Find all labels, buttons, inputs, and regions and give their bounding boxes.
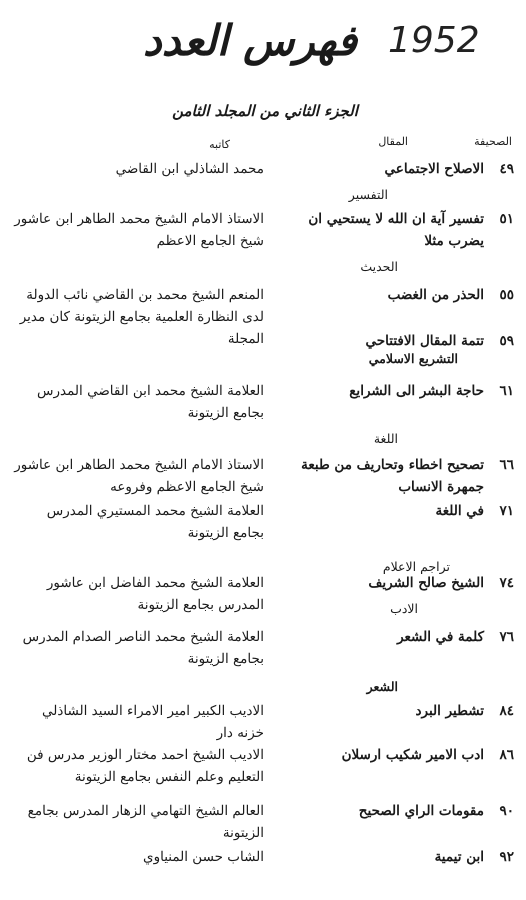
article-author: العلامة الشيخ محمد الناصر الصدام المدرس بجامع الزيتونة bbox=[22, 629, 264, 667]
article-title: في اللغة bbox=[435, 503, 484, 519]
section-heading: تراجم الاعلام bbox=[382, 559, 450, 574]
page-number: ٧٦ bbox=[499, 629, 514, 645]
article-title: تفسير آية ان الله لا يستحيي ان يضرب مثلا bbox=[308, 211, 484, 249]
page-number: ٩٢ bbox=[499, 849, 514, 865]
section-heading: التفسير bbox=[348, 187, 388, 202]
article-author: محمد الشاذلي ابن القاضي bbox=[115, 161, 264, 177]
page-number: ٤٩ bbox=[499, 161, 514, 177]
page-number: ٨٦ bbox=[499, 747, 514, 763]
article-author: الاديب الشيخ احمد مختار الوزير مدرس فن التعليم وعلم النفس بجامع الزيتونة bbox=[26, 747, 264, 785]
section-heading: اللغة bbox=[373, 431, 398, 446]
handwritten-year: 1952 bbox=[388, 20, 480, 61]
page-number: ٨٤ bbox=[499, 703, 514, 719]
article-title: الحذر من الغضب bbox=[387, 287, 484, 303]
article-title: الشيخ صالح الشريف bbox=[368, 575, 484, 591]
section-heading: الشعر bbox=[366, 679, 398, 694]
article-author: الاستاذ الامام الشيخ محمد الطاهر ابن عاشور شيخ الجامع الاعظم وفروعه bbox=[14, 457, 264, 495]
article-author: المنعم الشيخ محمد بن القاضي نائب الدولة لدى النظارة العلمية بجامع الزيتونة كان مدير المجلة bbox=[19, 287, 264, 347]
article-title: مقومات الراي الصحيح bbox=[358, 803, 484, 819]
section-heading: الحديث bbox=[360, 259, 398, 274]
article-title: حاجة البشر الى الشرايع bbox=[349, 383, 484, 399]
article-title: تصحيح اخطاء وتحاريف من طبعة جمهرة الانساب bbox=[301, 457, 484, 495]
article-author: العلامة الشيخ محمد المستيري المدرس بجامع الزيتونة bbox=[46, 503, 264, 541]
article-title: الاصلاح الاجتماعي bbox=[384, 161, 484, 177]
article-title: ادب الامير شكيب ارسلان bbox=[341, 747, 484, 763]
page-number: ٥١ bbox=[499, 211, 514, 227]
page-number: ٦١ bbox=[499, 383, 514, 399]
article-author: الاديب الكبير امير الامراء السيد الشاذلي خزنه دار bbox=[41, 703, 264, 741]
page-number: ٥٩ bbox=[499, 333, 514, 349]
section-heading: الادب bbox=[390, 601, 418, 616]
column-header-author: كاتبه bbox=[209, 138, 230, 151]
article-author: الاستاذ الامام الشيخ محمد الطاهر ابن عاشور شيخ الجامع الاعظم bbox=[14, 211, 264, 249]
article-author: العلامة الشيخ محمد ابن القاضي المدرس بجامع الزيتونة bbox=[37, 383, 264, 421]
page-number: ٦٦ bbox=[499, 457, 514, 473]
column-header-page: الصحيفة bbox=[474, 135, 512, 148]
volume-subtitle: الجزء الثاني من المجلد الثامن bbox=[172, 102, 358, 120]
article-title: ابن تيمية bbox=[434, 849, 484, 865]
page-number: ٩٠ bbox=[499, 803, 514, 819]
page-title: فهرس العدد bbox=[143, 16, 357, 65]
article-author: العالم الشيخ التهامي الزهار المدرس بجامع الزيتونة bbox=[27, 803, 264, 841]
article-author: الشاب حسن المنياوي bbox=[143, 849, 264, 865]
page-number: ٥٥ bbox=[499, 287, 514, 303]
column-header-article: المقال bbox=[378, 135, 408, 148]
article-title: كلمة في الشعر bbox=[397, 629, 484, 645]
section-heading: التشريع الاسلامي bbox=[368, 351, 458, 366]
article-title: تتمة المقال الافتتاحي bbox=[365, 333, 484, 349]
page-number: ٧١ bbox=[499, 503, 514, 519]
article-title: تشطير البرد bbox=[415, 703, 484, 719]
page-number: ٧٤ bbox=[499, 575, 514, 591]
article-author: العلامة الشيخ محمد الفاضل ابن عاشور المدرس بجامع الزيتونة bbox=[46, 575, 264, 613]
